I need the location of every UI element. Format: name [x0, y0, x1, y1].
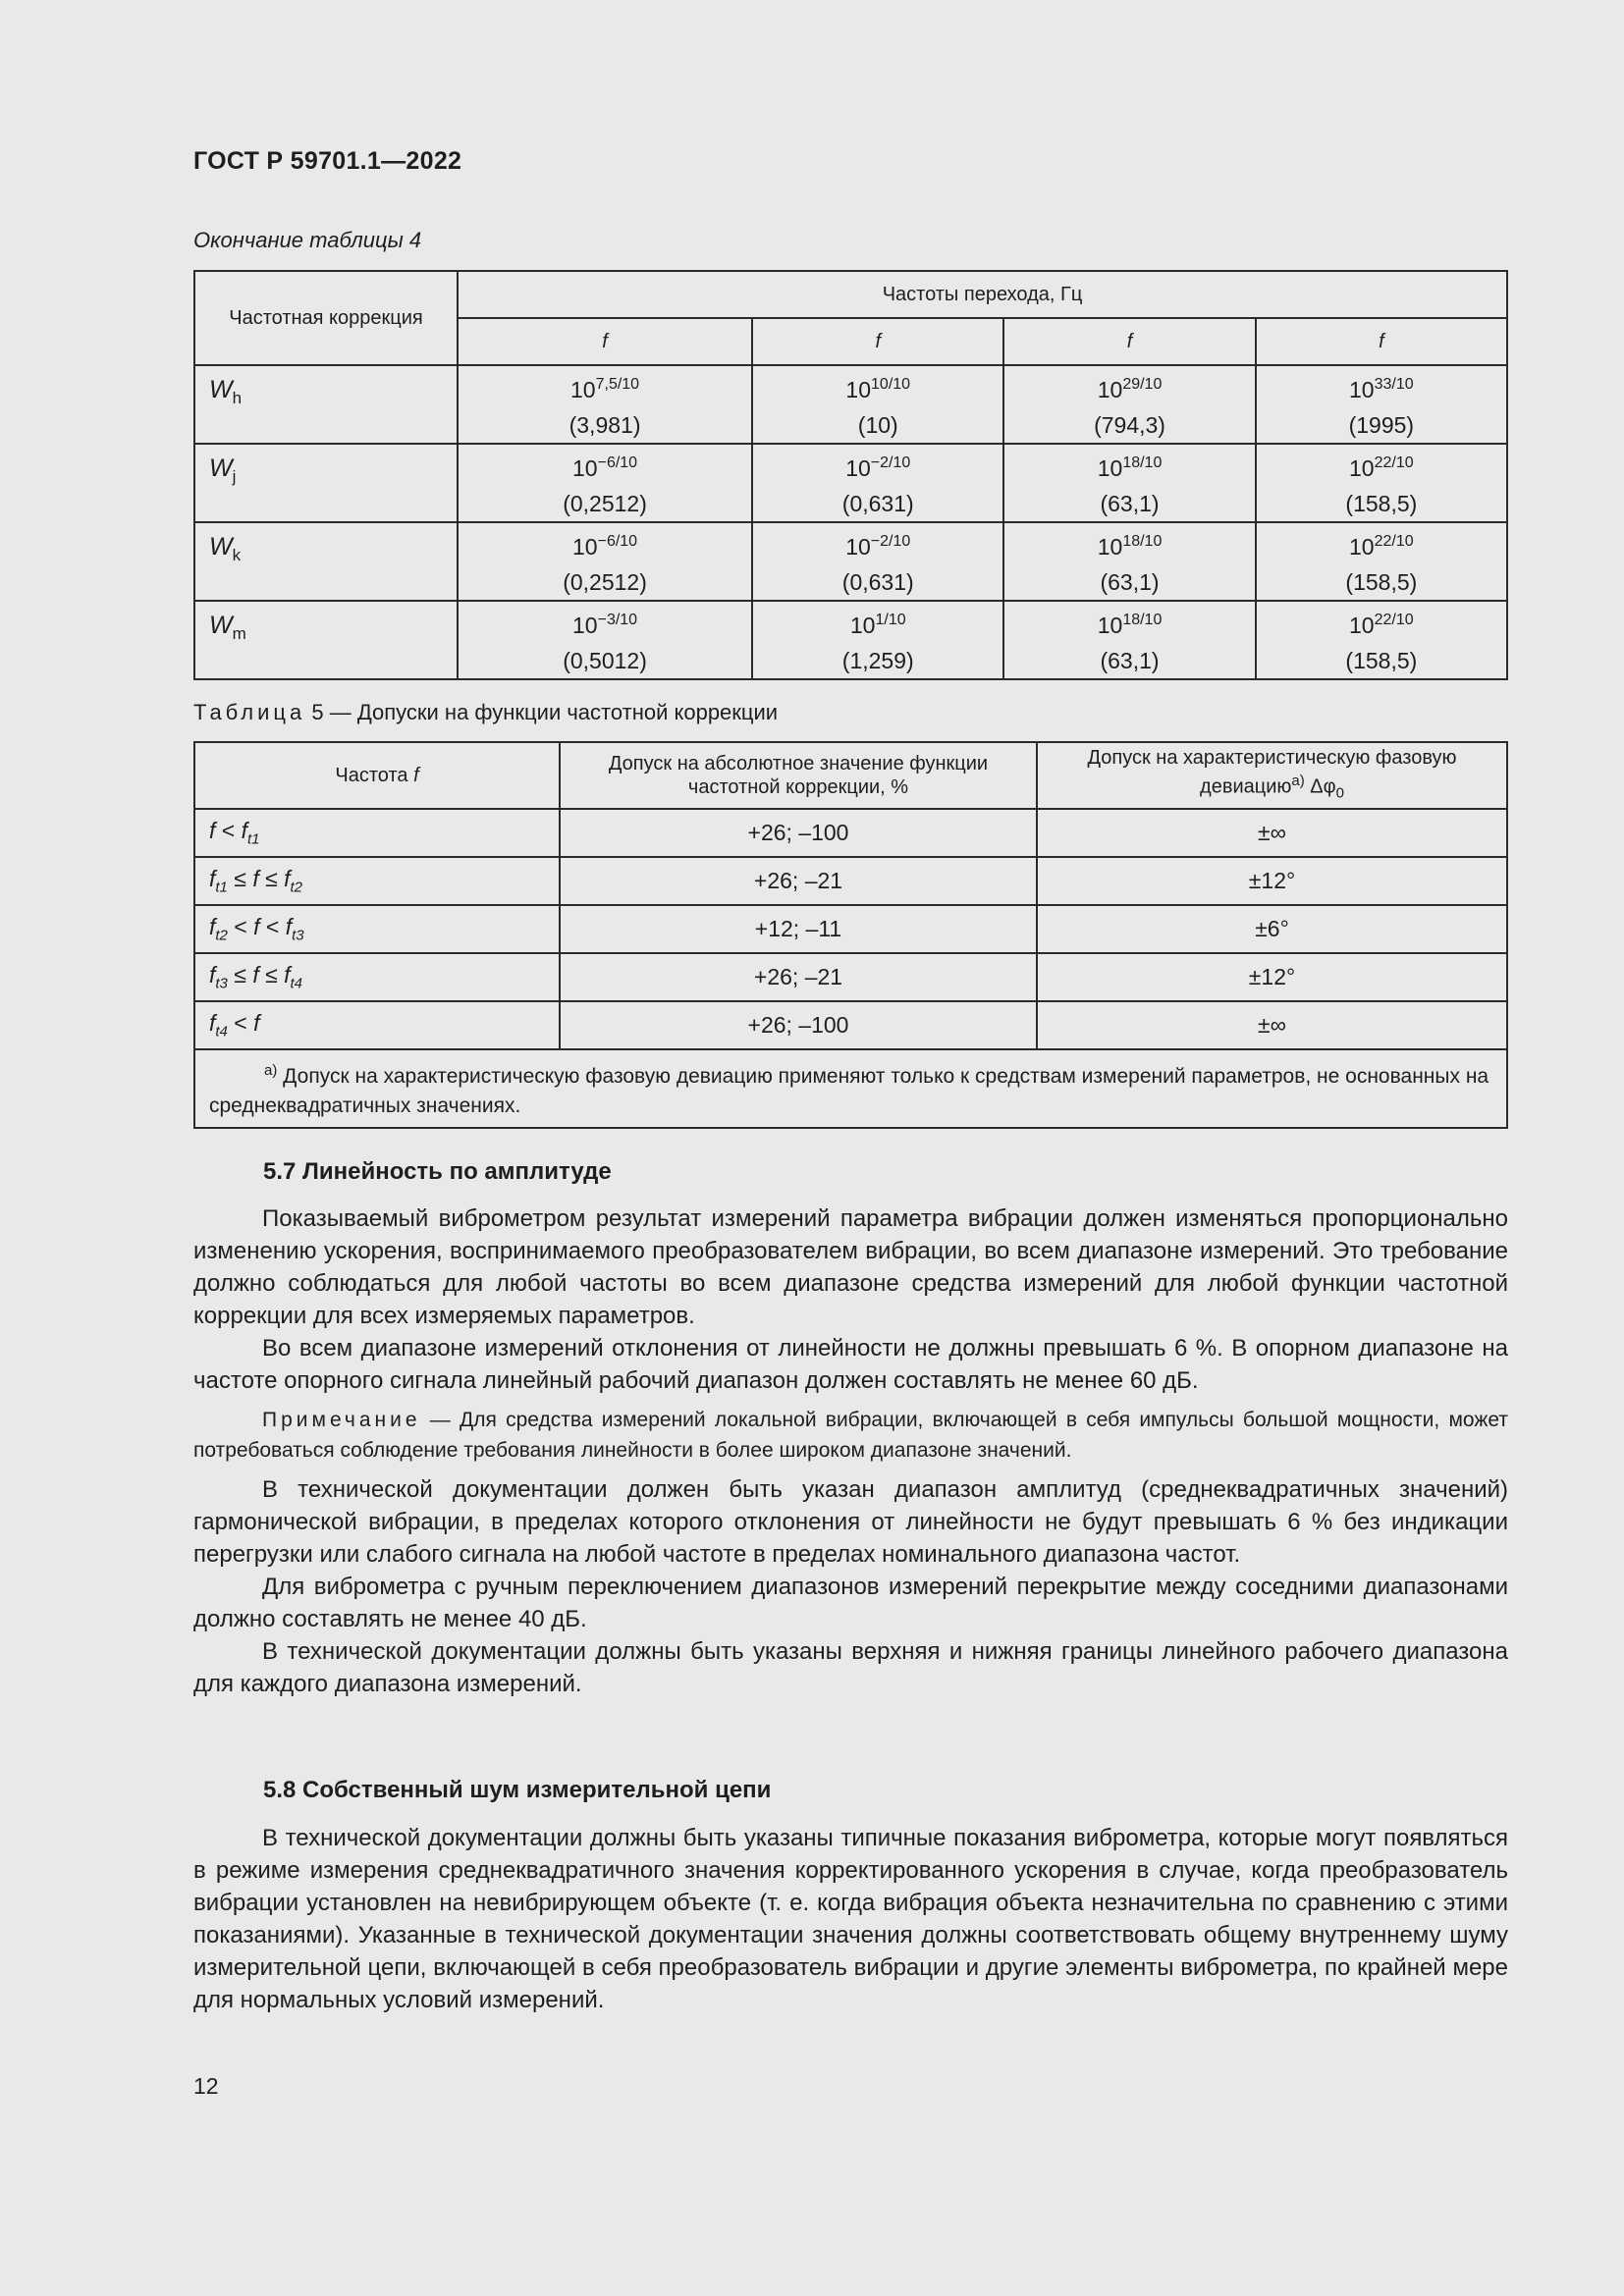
table-row [194, 522, 1507, 601]
table4-freq-head: f [1256, 318, 1507, 365]
correction-name: $W_j$ [194, 444, 458, 522]
table-row [194, 857, 1507, 905]
table5-head-phase-label: Допуск на характеристическую фазовую девиацию [1087, 746, 1457, 798]
note-word: Примечание [262, 1409, 421, 1431]
table4-caption: Окончание таблицы 4 [193, 228, 422, 252]
paragraph: Во всем диапазоне измерений отклонения от линейности не должны превышать 6 %. В опорном диапазоне на частоте опорного сигнала линейный рабочий диапазон должен составлять не менее 60 дБ. [193, 1335, 1508, 1394]
table-cell: $10^{10/10}$ (10) [752, 365, 1003, 444]
table4-group-header: Частоты перехода, Гц [458, 271, 1507, 318]
correction-name: $W_m$ [194, 601, 458, 679]
phase-tolerance: ±6° [1037, 905, 1507, 953]
paragraph: Для виброметра с ручным переключением диапазонов измерений перекрытие между соседними диапазонами должно составлять не менее 40 дБ. [193, 1574, 1508, 1632]
table5-head-phase-symbol: Δφ [1304, 775, 1336, 798]
section-5-7-title: 5.7 Линейность по амплитуде [263, 1158, 612, 1185]
table-cell: $10^{18/10}$ (63,1) [1003, 444, 1255, 522]
table4-freq-head: f [458, 318, 752, 365]
correction-name: $W_k$ [194, 522, 458, 601]
table5-caption-word: Таблица [193, 700, 306, 724]
document-header: ГОСТ Р 59701.1—2022 [193, 147, 462, 175]
table-cell: $10^{18/10}$ (63,1) [1003, 522, 1255, 601]
table-row [194, 953, 1507, 1001]
abs-tolerance: +26; –21 [560, 857, 1037, 905]
section-5-8-title: 5.8 Собственный шум измерительной цепи [263, 1777, 772, 1803]
abs-tolerance: +26; –100 [560, 1001, 1037, 1049]
table-row [194, 1001, 1507, 1049]
table5-footnote-text: Допуск на характеристическую фазовую девиацию применяют только к средствам измерений параметров, не основанных на среднеквадратичных значениях. [209, 1065, 1489, 1117]
table4 [193, 270, 1508, 680]
frequency-condition: $f_{t3} \le f \le f_{t4}$ [194, 953, 560, 1001]
abs-tolerance: +26; –21 [560, 953, 1037, 1001]
table5-head-phase-sub: 0 [1335, 784, 1344, 802]
table-cell: $10^{18/10}$ (63,1) [1003, 601, 1255, 679]
frequency-condition: $f < f_{t1}$ [194, 809, 560, 857]
phase-tolerance: ±∞ [1037, 809, 1507, 857]
paragraph: Показываемый виброметром результат измерений параметра вибрации должен изменяться пропорционально изменению ускорения, воспринимаемого преобразователем вибрации, во всем диапазоне измерений. Это требование должно соблюдаться для любой частоты во всем диапазоне средства измерений для любой функции частотной коррекции для всех измеряемых параметров. [193, 1205, 1508, 1329]
table5-head-frequency-label: Частота [335, 765, 414, 786]
table-cell: $10^{1/10}$ (1,259) [752, 601, 1003, 679]
page-number: 12 [193, 2073, 219, 2099]
phase-tolerance: ±12° [1037, 857, 1507, 905]
table4-freq-head: f [1003, 318, 1255, 365]
table-row [194, 905, 1507, 953]
table4-freq-head: f [752, 318, 1003, 365]
abs-tolerance: +12; –11 [560, 905, 1037, 953]
section-5-7-body [193, 1202, 1508, 1700]
table-cell: $10^{-2/10}$ (0,631) [752, 444, 1003, 522]
table5-head-abs: Допуск на абсолютное значение функции частотной коррекции, % [560, 742, 1037, 809]
table-cell: $10^{33/10}$ (1995) [1256, 365, 1507, 444]
correction-name: $W_h$ [194, 365, 458, 444]
table5-footnote-mark: а) [264, 1062, 278, 1079]
frequency-condition: $f_{t2} < f < f_{t3}$ [194, 905, 560, 953]
table-cell: $10^{22/10}$ (158,5) [1256, 601, 1507, 679]
table-cell: $10^{7,5/10}$ (3,981) [458, 365, 752, 444]
table-cell: $10^{-6/10}$ (0,2512) [458, 522, 752, 601]
table5-head-frequency [194, 742, 560, 809]
table4-body [194, 365, 1507, 679]
table-cell: $10^{-2/10}$ (0,631) [752, 522, 1003, 601]
note-text: — Для средства измерений локальной вибрации, включающей в себя импульсы большой мощности, может потребоваться соблюдение требования линейности в более широком диапазоне значений. [193, 1409, 1508, 1462]
paragraph: В технической документации должны быть указаны верхняя и нижняя границы линейного рабочего диапазона для каждого диапазона измерений. [193, 1638, 1508, 1697]
frequency-condition: $f_{t4} < f$ [194, 1001, 560, 1049]
table-row [194, 809, 1507, 857]
table-row [194, 444, 1507, 522]
frequency-condition: $f_{t1} \le f \le f_{t2}$ [194, 857, 560, 905]
table-row [194, 365, 1507, 444]
table5-body [194, 809, 1507, 1049]
table4-col-correction: Частотная коррекция [194, 271, 458, 365]
table5-head-frequency-var: f [413, 765, 419, 786]
table5-caption-text: 5 — Допуски на функции частотной коррекции [311, 700, 779, 724]
paragraph: В технической документации должны быть указаны типичные показания виброметра, которые могут появляться в режиме измерения среднеквадратичного значения корректированного ускорения в случае, когда преобразователь вибрации установлен на невибрирующем объекте (т. е. когда вибрация объекта незначительна по сравнению с этими показаниями). Указанные в технической документации значения должны соответствовать общему внутреннему шуму измерительной цепи, включающей в себя преобразователь вибрации и другие элементы виброметра, по крайней мере для нормальных условий измерений. [193, 1825, 1508, 2013]
phase-tolerance: ±12° [1037, 953, 1507, 1001]
table5-caption [193, 700, 778, 725]
abs-tolerance: +26; –100 [560, 809, 1037, 857]
table-cell: $10^{29/10}$ (794,3) [1003, 365, 1255, 444]
table-row [194, 601, 1507, 679]
section-5-8-body [193, 1822, 1508, 2016]
table5-head-phase [1037, 742, 1507, 809]
table-cell: $10^{-6/10}$ (0,2512) [458, 444, 752, 522]
table5 [193, 741, 1508, 1129]
table5-footnote [194, 1049, 1507, 1128]
table-cell: $10^{22/10}$ (158,5) [1256, 444, 1507, 522]
table-cell: $10^{-3/10}$ (0,5012) [458, 601, 752, 679]
paragraph: В технической документации должен быть указан диапазон амплитуд (среднеквадратичных значений) гармонической вибрации, в пределах которого отклонения от линейности не будут превышать 6 % без индикации перегрузки или слабого сигнала на любой частоте в пределах номинального диапазона частот. [193, 1476, 1508, 1568]
table-cell: $10^{22/10}$ (158,5) [1256, 522, 1507, 601]
note-paragraph [193, 1405, 1508, 1466]
table5-head-phase-sup: а) [1291, 772, 1305, 789]
phase-tolerance: ±∞ [1037, 1001, 1507, 1049]
